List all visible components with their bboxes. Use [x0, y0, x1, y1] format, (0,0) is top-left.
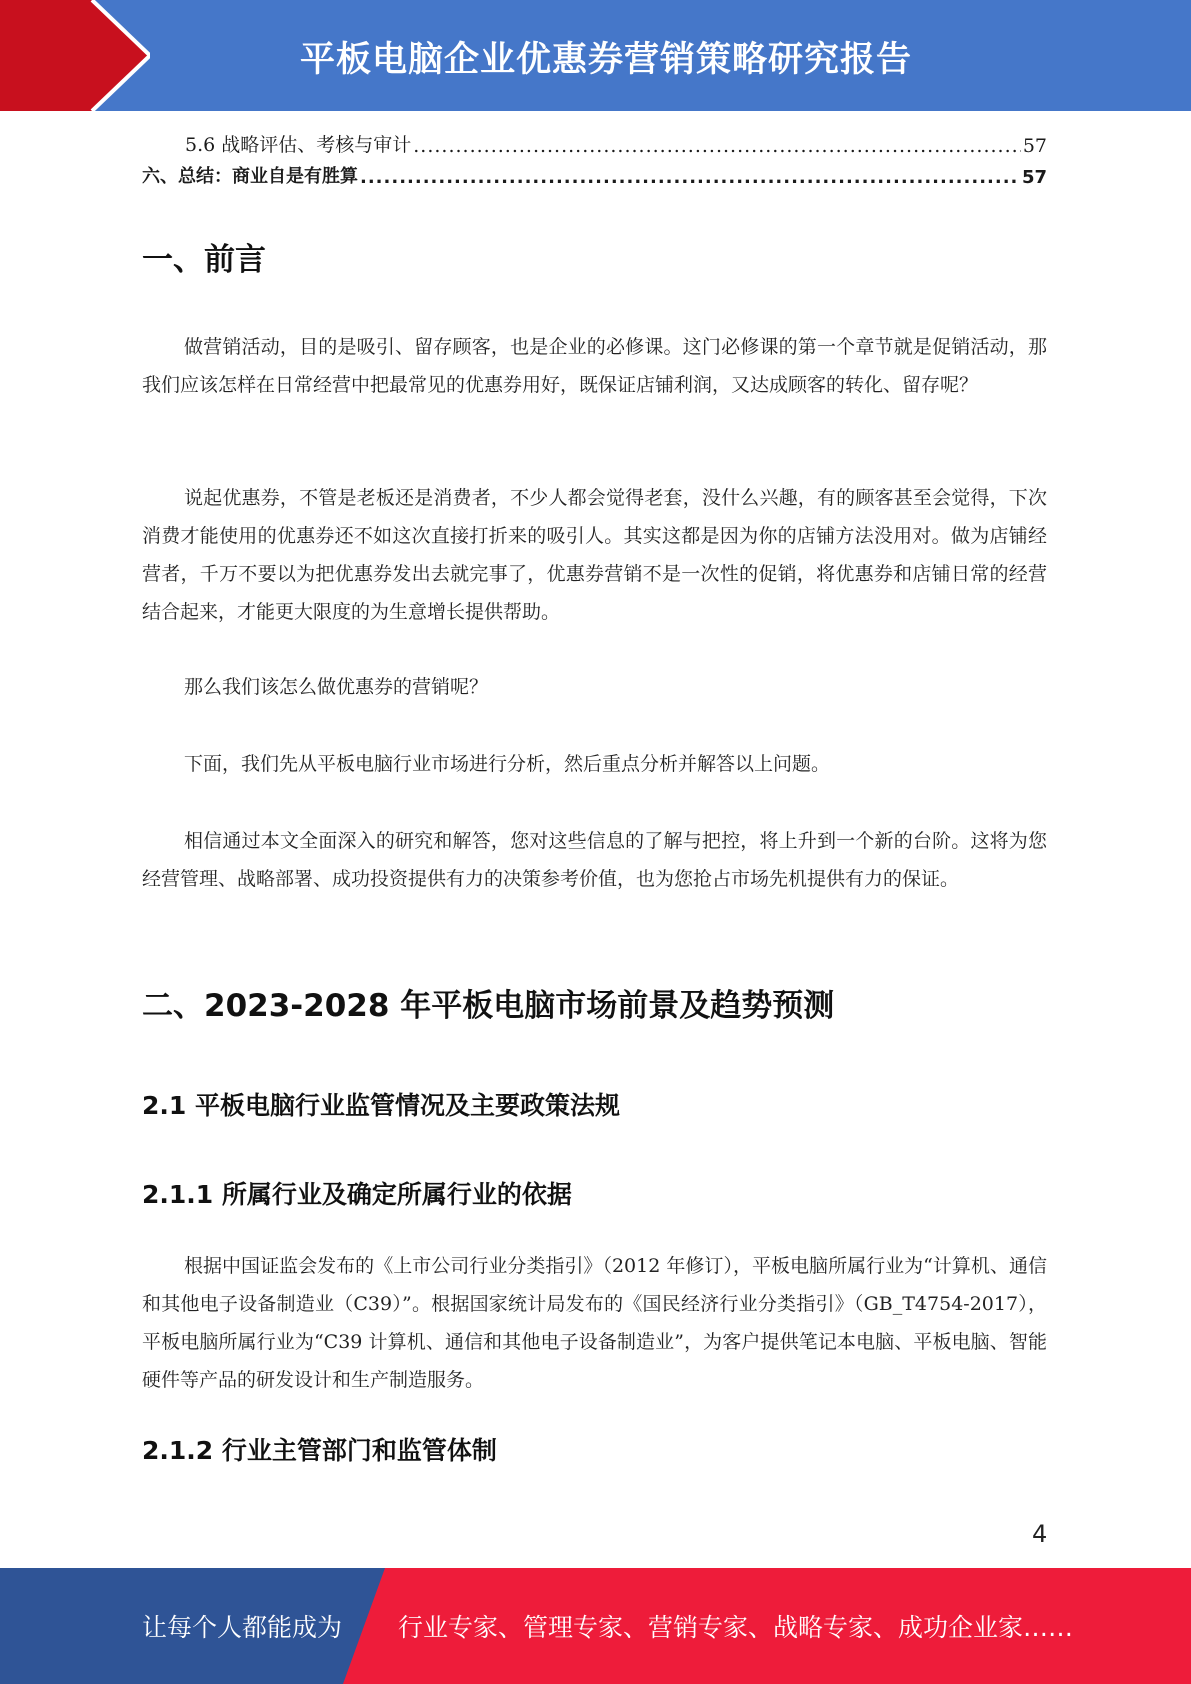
report-header-banner [0, 0, 1191, 111]
paragraph: 根据中国证监会发布的《上市公司行业分类指引》（2012 年修订），平板电脑所属行业为“计算机、通信和其他电子设备制造业（C39）”。根据国家统计局发布的《国民经济行业分类指引》（GB_T4754-2017），平板电脑所属行业为“C39 计算机、通信和其他电子设备制造业”，为客户提供笔记本电脑、平板电脑、智能硬件等产品的研发设计和生产制造服务。 [142, 1255, 1047, 1391]
paragraph: 那么我们该怎么做优惠券的营销呢？ [184, 676, 489, 698]
footer-slogan-right: 行业专家、管理专家、营销专家、战略专家、成功企业家…… [398, 1613, 1074, 1642]
footer-slogan-left: 让每个人都能成为 [142, 1613, 343, 1642]
toc-entry-label: 六、总结：商业自是有胜算 [142, 166, 358, 187]
section-heading-preface: 一、前言 [142, 242, 266, 278]
toc-leader-dots [360, 167, 1020, 188]
subsection-heading: 2.1.1 所属行业及确定所属行业的依据 [142, 1180, 572, 1209]
paragraph: 相信通过本文全面深入的研究和解答，您对这些信息的了解与把控，将上升到一个新的台阶。这将为您经营管理、战略部署、成功投资提供有力的决策参考价值，也为您抢占市场先机提供有力的保证。 [142, 830, 1047, 890]
red-chevron-icon [0, 0, 150, 111]
section-heading-market-outlook: 二、2023-2028 年平板电脑市场前景及趋势预测 [142, 988, 835, 1024]
paragraph: 下面，我们先从平板电脑行业市场进行分析，然后重点分析并解答以上问题。 [184, 753, 831, 775]
page-number: 4 [1032, 1520, 1048, 1548]
report-title: 平板电脑企业优惠券营销策略研究报告 [300, 40, 913, 80]
subsection-heading: 2.1 平板电脑行业监管情况及主要政策法规 [142, 1091, 620, 1120]
subsection-heading: 2.1.2 行业主管部门和监管体制 [142, 1436, 497, 1465]
footer-banner [0, 1568, 1191, 1684]
toc-entry-page: 57 [1021, 167, 1047, 188]
toc-leader-dots [413, 135, 1021, 157]
toc-entry[interactable] [185, 130, 1047, 157]
paragraph: 说起优惠券，不管是老板还是消费者，不少人都会觉得老套，没什么兴趣，有的顾客甚至会觉得，下次消费才能使用的优惠券还不如这次直接打折来的吸引人。其实这都是因为你的店铺方法没用对。做为店铺经营者，千万不要以为把优惠券发出去就完事了，优惠券营销不是一次性的促销，将优惠券和店铺日常的经营结合起来，才能更大限度的为生意增长提供帮助。 [142, 487, 1047, 623]
toc-entry-label: 5.6 战略评估、考核与审计 [185, 134, 412, 156]
toc-entry[interactable] [142, 162, 1047, 188]
paragraph: 做营销活动，目的是吸引、留存顾客，也是企业的必修课。这门必修课的第一个章节就是促销活动，那我们应该怎样在日常经营中把最常见的优惠券用好，既保证店铺利润，又达成顾客的转化、留存呢？ [142, 336, 1047, 396]
toc-entry-page: 57 [1022, 135, 1047, 157]
